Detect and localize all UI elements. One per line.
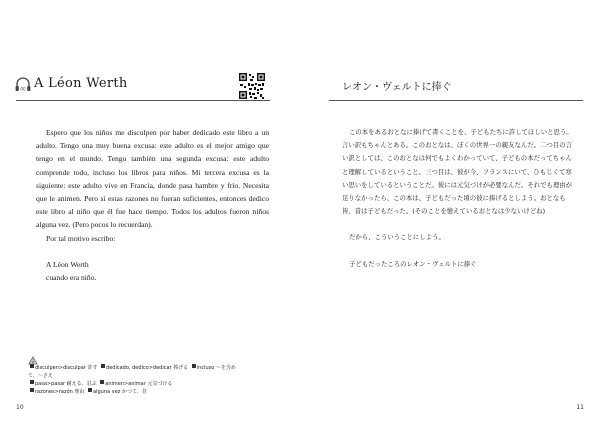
japanese-paragraph-1: この本をあるおとなに捧げて書くことを、子どもたちに許してほしいと思う。言い訳もちゃんとある。このおとなは、ぼくの世界一の親友なんだ。二つ目の言い訳としては、このおとなは何でもよくわかっていて、子どもの本だってちゃんと理解しているということ。三つ目は、彼が今、フランスにいて、ひもじくて寒い思いをしているということだ。彼には元気づけが必要なんだ。それでも理由が足りなかったら、この本は、子どもだった頃の彼に捧げるとしよう。おとなも皆、昔は子どもだった。(そのことを憶えているおとなは少ないけどね) [342,128,573,216]
headphones-icon[interactable] [14,76,32,94]
page-number: 10 [16,404,24,411]
note-item: disculpen>disculpar 許す [35,365,98,371]
japanese-paragraph-3: 子どもだったころのレオン・ヴェルトに捧ぐ [349,259,477,268]
signature-line-1: A Léon Werth [46,259,89,269]
right-page [300,0,600,425]
japanese-body [342,126,577,271]
spanish-body [36,126,269,284]
note-item: incluso 〜を含めて、〜さえ [28,365,236,379]
page-number: 11 [576,404,584,411]
note-item: pasa>pasar 耐える、忍ぶ [35,381,97,387]
svg-text:00: 00 [20,86,26,92]
note-item: animen>animar 元気づける [105,381,173,387]
heading-rule [16,100,270,101]
heading-rule [329,100,583,101]
note-item: razones>razón 理由 [35,389,85,395]
signature-line-2: cuando era niño. [46,273,97,283]
japanese-title: レオン・ヴェルトに捧ぐ [342,82,452,93]
vocabulary-notes [28,364,248,396]
note-item: dedicado, dedico>dedicar 捧げる [106,365,189,371]
page-title: A Léon Werth [34,76,128,91]
spanish-paragraph-2: Por tal motivo escribo: [46,233,116,243]
japanese-paragraph-2: だから、こういうことにしよう。 [349,233,445,242]
qr-code[interactable] [238,72,266,100]
spanish-paragraph-1: Espero que los niños me disculpen por haber dedicado este libro a un adulto. Tengo una muy buena excusa: este adulto es el mejor amigo que tengo en el mundo. Tengo también una segunda excusa: este adulto comprende todo, incluso los libros para niños. Mi tercera excusa es la siguiente: este adulto vive en Francia, donde pasa hambre y frío. Necesita que le animen. Pero si estas razones no fueran suficientes, entonces dedico este libro al niño que él fue hace tiempo. Todos los adultos fueron niños alguna vez. (Pero pocos lo recuerdan). [36,128,269,230]
note-item: alguna vez かつて、昔 [93,389,147,395]
